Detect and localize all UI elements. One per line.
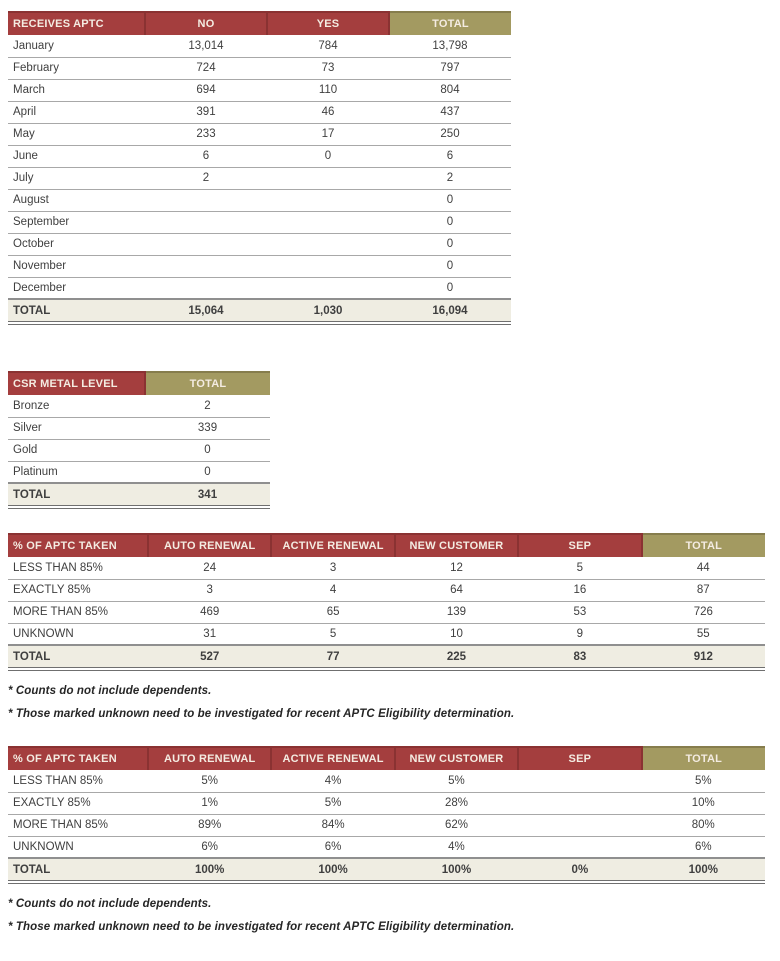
cell-value: 0 [145,439,270,461]
total-value: 15,064 [145,299,267,323]
row-label: MORE THAN 85% [8,601,148,623]
row-label: October [8,233,145,255]
footnote-dependents: * Counts do not include dependents. [8,898,212,910]
row-label: September [8,211,145,233]
cell-value: 10% [642,792,765,814]
cell-value: 4 [271,579,394,601]
cell-value [145,277,267,299]
table-row [8,836,765,858]
column-header: TOTAL [642,747,765,770]
row-label: February [8,57,145,79]
table-row [8,557,765,579]
column-header: AUTO RENEWAL [148,534,271,557]
cell-value: 24 [148,557,271,579]
cell-value: 694 [145,79,267,101]
cell-value: 391 [145,101,267,123]
cell-value: 53 [518,601,641,623]
row-label: Bronze [8,395,145,417]
total-row [8,645,765,669]
cell-value: 437 [389,101,511,123]
counts-table-footnotes [8,680,772,726]
table-row [8,439,270,461]
total-value: 225 [395,645,518,669]
cell-value: 0 [389,277,511,299]
footnote-unknown-investigate: * Those marked unknown need to be investigated for recent APTC Eligibility determination. [8,921,515,933]
cell-value: 724 [145,57,267,79]
cell-value: 5 [271,623,394,645]
percentages-table-footnotes [8,893,772,939]
total-value: 912 [642,645,765,669]
row-label: MORE THAN 85% [8,814,148,836]
cell-value [145,211,267,233]
column-header: NEW CUSTOMER [395,534,518,557]
cell-value: 5% [395,770,518,792]
cell-value: 64 [395,579,518,601]
row-label: LESS THAN 85% [8,770,148,792]
cell-value: 5% [642,770,765,792]
table-row [8,277,511,299]
total-value: 0% [518,858,641,882]
aptc-taken-percentages-table [8,746,765,884]
total-value: 83 [518,645,641,669]
cell-value: 2 [145,395,270,417]
cell-value: 233 [145,123,267,145]
cell-value: 250 [389,123,511,145]
cell-value: 80% [642,814,765,836]
table-row [8,211,511,233]
row-label: EXACTLY 85% [8,792,148,814]
cell-value: 0 [389,233,511,255]
total-value: 100% [271,858,394,882]
cell-value [267,233,389,255]
cell-value: 0 [389,211,511,233]
total-label: TOTAL [8,483,145,507]
row-label: UNKNOWN [8,836,148,858]
table-row [8,233,511,255]
total-row [8,483,270,507]
row-label: EXACTLY 85% [8,579,148,601]
cell-value: 44 [642,557,765,579]
table-row [8,145,511,167]
cell-value: 13,014 [145,35,267,57]
table-row [8,57,511,79]
table-row [8,814,765,836]
cell-value: 4% [271,770,394,792]
table-row [8,101,511,123]
total-value: 100% [148,858,271,882]
cell-value: 2 [145,167,267,189]
cell-value [145,255,267,277]
cell-value: 139 [395,601,518,623]
cell-value: 5 [518,557,641,579]
cell-value: 65 [271,601,394,623]
row-label: December [8,277,145,299]
table-title-header: % OF APTC TAKEN [8,534,148,557]
total-value: 16,094 [389,299,511,323]
table-title-header: CSR METAL LEVEL [8,372,145,395]
cell-value [267,189,389,211]
cell-value: 1% [148,792,271,814]
total-label: TOTAL [8,299,145,323]
total-label: TOTAL [8,858,148,882]
header-row [8,747,765,770]
total-row [8,299,511,323]
column-header: SEP [518,747,641,770]
column-header: TOTAL [389,12,511,35]
row-label: March [8,79,145,101]
cell-value: 5% [271,792,394,814]
cell-value [518,836,641,858]
cell-value: 13,798 [389,35,511,57]
table-row [8,123,511,145]
total-row [8,858,765,882]
table-row [8,189,511,211]
cell-value: 84% [271,814,394,836]
column-header: YES [267,12,389,35]
footnote-dependents: * Counts do not include dependents. [8,685,212,697]
cell-value [145,233,267,255]
cell-value: 10 [395,623,518,645]
table-row [8,167,511,189]
table-row [8,770,765,792]
cell-value: 89% [148,814,271,836]
row-label: June [8,145,145,167]
row-label: LESS THAN 85% [8,557,148,579]
row-label: Silver [8,417,145,439]
total-value: 100% [642,858,765,882]
cell-value: 3 [148,579,271,601]
header-row [8,534,765,557]
row-label: Platinum [8,461,145,483]
cell-value: 110 [267,79,389,101]
cell-value: 0 [267,145,389,167]
total-value: 100% [395,858,518,882]
table-row [8,255,511,277]
cell-value: 0 [145,461,270,483]
table-row [8,601,765,623]
cell-value: 784 [267,35,389,57]
table-row [8,35,511,57]
cell-value [267,167,389,189]
cell-value [518,770,641,792]
column-header: TOTAL [642,534,765,557]
cell-value: 73 [267,57,389,79]
table-row [8,417,270,439]
column-header: NO [145,12,267,35]
cell-value: 469 [148,601,271,623]
row-label: July [8,167,145,189]
cell-value: 16 [518,579,641,601]
table-row [8,579,765,601]
total-value: 1,030 [267,299,389,323]
row-label: August [8,189,145,211]
cell-value: 4% [395,836,518,858]
row-label: November [8,255,145,277]
header-row [8,12,511,35]
column-header: ACTIVE RENEWAL [271,747,394,770]
cell-value [267,277,389,299]
cell-value [518,814,641,836]
cell-value: 31 [148,623,271,645]
cell-value: 6 [389,145,511,167]
row-label: May [8,123,145,145]
cell-value [267,255,389,277]
column-header: NEW CUSTOMER [395,747,518,770]
table-row [8,461,270,483]
cell-value: 797 [389,57,511,79]
total-value: 77 [271,645,394,669]
table-row [8,792,765,814]
cell-value: 17 [267,123,389,145]
table-row [8,79,511,101]
column-header: TOTAL [145,372,270,395]
column-header: SEP [518,534,641,557]
cell-value: 804 [389,79,511,101]
header-row [8,372,270,395]
csr-metal-level-table [8,371,270,509]
cell-value: 6% [271,836,394,858]
cell-value [518,792,641,814]
row-label: April [8,101,145,123]
cell-value: 6 [145,145,267,167]
cell-value [145,189,267,211]
row-label: Gold [8,439,145,461]
cell-value: 55 [642,623,765,645]
cell-value: 3 [271,557,394,579]
table-row [8,623,765,645]
total-value: 341 [145,483,270,507]
cell-value: 2 [389,167,511,189]
cell-value: 6% [148,836,271,858]
cell-value: 46 [267,101,389,123]
table-title-header: RECEIVES APTC [8,12,145,35]
column-header: ACTIVE RENEWAL [271,534,394,557]
cell-value: 726 [642,601,765,623]
cell-value: 6% [642,836,765,858]
cell-value: 0 [389,189,511,211]
cell-value: 5% [148,770,271,792]
row-label: UNKNOWN [8,623,148,645]
receives-aptc-table [8,11,511,325]
column-header: AUTO RENEWAL [148,747,271,770]
cell-value [267,211,389,233]
row-label: January [8,35,145,57]
cell-value: 339 [145,417,270,439]
table-row [8,395,270,417]
aptc-taken-counts-table [8,533,765,671]
cell-value: 9 [518,623,641,645]
cell-value: 12 [395,557,518,579]
table-title-header: % OF APTC TAKEN [8,747,148,770]
footnote-unknown-investigate: * Those marked unknown need to be investigated for recent APTC Eligibility determination. [8,708,515,720]
cell-value: 28% [395,792,518,814]
cell-value: 87 [642,579,765,601]
total-value: 527 [148,645,271,669]
cell-value: 62% [395,814,518,836]
total-label: TOTAL [8,645,148,669]
cell-value: 0 [389,255,511,277]
